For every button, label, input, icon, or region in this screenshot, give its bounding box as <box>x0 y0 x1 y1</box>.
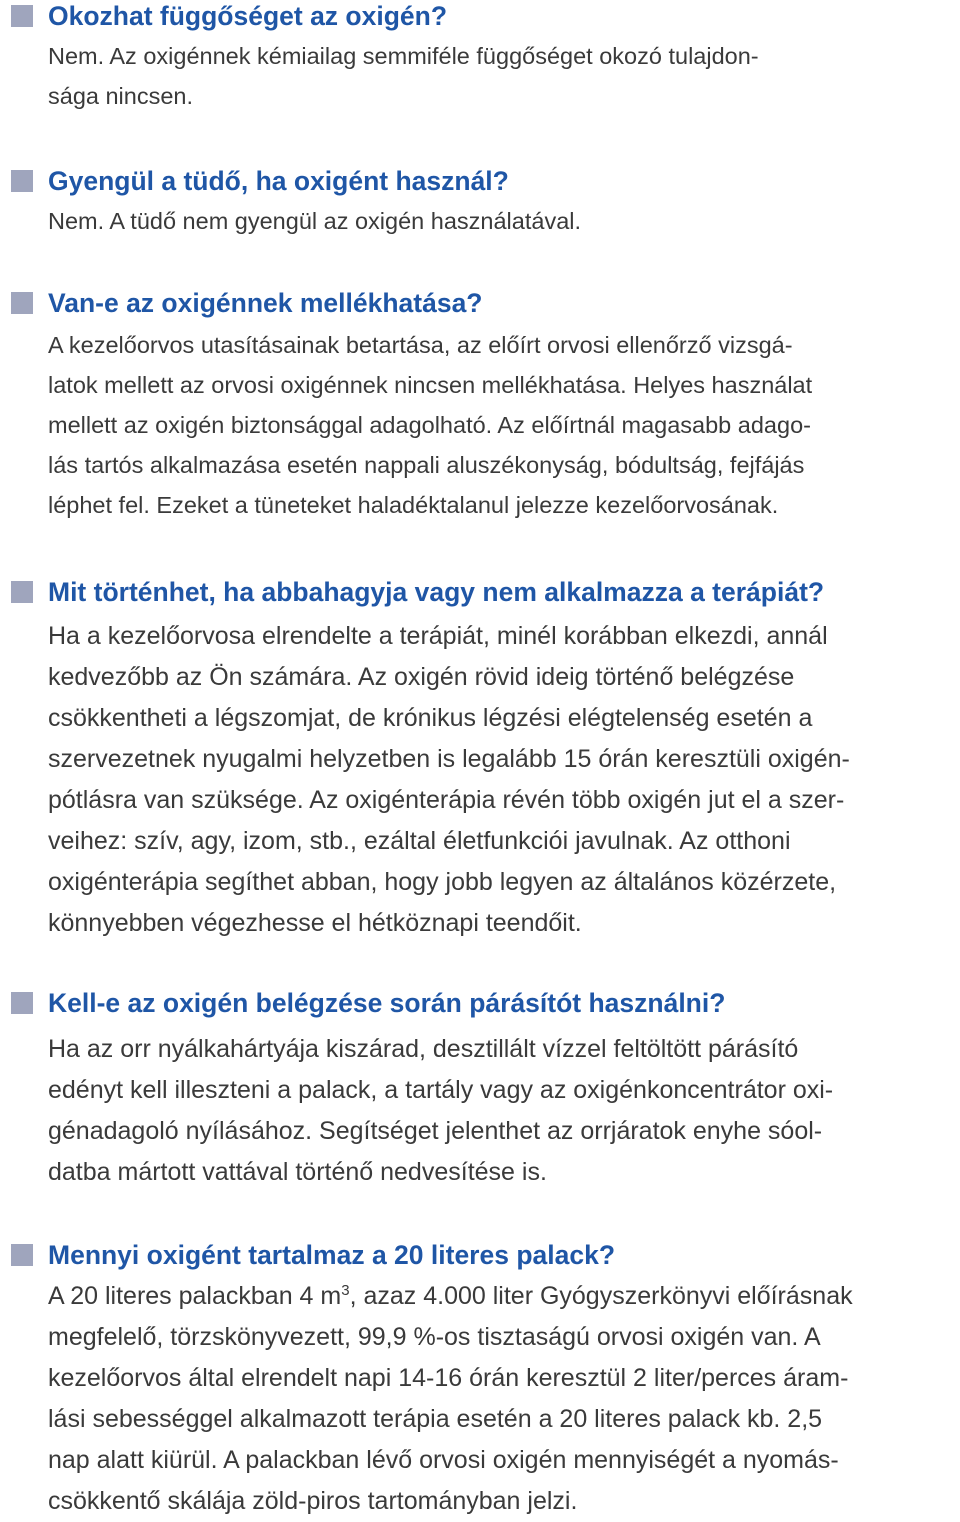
answer-line: Ha a kezelőorvosa elrendelte a terápiát, minél korábban elkezdi, annál <box>48 622 828 650</box>
answer-line: veihez: szív, agy, izom, stb., ezáltal életfunkciói javulnak. Az otthoni <box>48 827 791 855</box>
answer-line: A kezelőorvos utasításainak betartása, az előírt orvosi ellenőrző vizsgá- <box>48 332 793 358</box>
answer-text <box>48 1029 833 1193</box>
answer-line: mellett az oxigén biztonsággal adagolható. Az előírtnál magasabb adago- <box>48 412 811 438</box>
answer-line <box>48 1276 853 1317</box>
answer-line: megfelelő, törzskönyvezett, 99,9 %-os tisztaságú orvosi oxigén van. A <box>48 1323 821 1351</box>
superscript-exponent: 3 <box>341 1282 350 1299</box>
bullet-square-icon <box>11 292 33 314</box>
answer-line: szervezetnek nyugalmi helyzetben is legalább 15 órán keresztüli oxigén- <box>48 745 850 773</box>
bullet-square-icon <box>11 992 33 1014</box>
question-heading: Kell-e az oxigén belégzése során párásítót használni? <box>48 988 726 1018</box>
answer-line: sága nincsen. <box>48 83 194 109</box>
bullet-square-icon <box>11 1244 33 1266</box>
answer-line: nap alatt kiürül. A palackban lévő orvosi oxigén mennyiségét a nyomás- <box>48 1446 839 1474</box>
answer-line: latok mellett az orvosi oxigénnek nincsen mellékhatása. Helyes használat <box>48 372 813 398</box>
question-heading: Mennyi oxigént tartalmaz a 20 literes palack? <box>48 1240 616 1270</box>
bullet-square-icon <box>11 170 33 192</box>
answer-line: kedvezőbb az Ön számára. Az oxigén rövid ideig történő belégzése <box>48 663 795 691</box>
question-heading: Gyengül a tüdő, ha oxigént használ? <box>48 166 509 196</box>
question-heading: Mit történhet, ha abbahagyja vagy nem alkalmazza a terápiát? <box>48 577 825 607</box>
answer-text-part: A 20 literes palackban 4 m <box>48 1282 342 1310</box>
answer-line: csökkentő skálája zöld-piros tartományban jelzi. <box>48 1487 578 1515</box>
answer-text <box>48 325 812 525</box>
answer-line: kezelőorvos által elrendelt napi 14-16 órán keresztül 2 liter/perces áram- <box>48 1364 849 1392</box>
answer-line: Ha az orr nyálkahártyája kiszárad, desztillált vízzel feltöltött párásító <box>48 1035 799 1063</box>
answer-text <box>48 616 850 944</box>
answer-line: lás tartós alkalmazása esetén nappali aluszékonyság, bódultság, fejfájás <box>48 452 805 478</box>
question-heading: Van-e az oxigénnek mellékhatása? <box>48 288 483 318</box>
answer-text <box>48 201 581 241</box>
answer-line: könnyebben végezhesse el hétköznapi teendőit. <box>48 909 582 937</box>
answer-text <box>48 36 759 116</box>
answer-line: oxigénterápia segíthet abban, hogy jobb legyen az általános közérzete, <box>48 868 837 896</box>
answer-line: léphet fel. Ezeket a tüneteket haladéktalanul jelezze kezelőorvosának. <box>48 492 779 518</box>
answer-line: Nem. A tüdő nem gyengül az oxigén használatával. <box>48 208 582 234</box>
answer-line: datba mártott vattával történő nedvesítése is. <box>48 1158 547 1186</box>
bullet-square-icon <box>11 581 33 603</box>
answer-line: Nem. Az oxigénnek kémiailag semmiféle függőséget okozó tulajdon- <box>48 43 759 69</box>
answer-line: csökkentheti a légszomjat, de krónikus légzési elégtelenség esetén a <box>48 704 813 732</box>
answer-line: génadagoló nyílásához. Segítséget jelenthet az orrjáratok enyhe sóol- <box>48 1117 823 1145</box>
answer-line: pótlásra van szüksége. Az oxigénterápia révén több oxigén jut el a szer- <box>48 786 845 814</box>
question-heading: Okozhat függőséget az oxigén? <box>48 1 448 31</box>
answer-text <box>48 1276 853 1522</box>
answer-line: lási sebességgel alkalmazott terápia esetén a 20 literes palack kb. 2,5 <box>48 1405 823 1433</box>
answer-line: edényt kell illeszteni a palack, a tartály vagy az oxigénkoncentrátor oxi- <box>48 1076 834 1104</box>
answer-text-part: , azaz 4.000 liter Gyógyszerkönyvi előírásnak <box>349 1282 853 1310</box>
bullet-square-icon <box>11 5 33 27</box>
